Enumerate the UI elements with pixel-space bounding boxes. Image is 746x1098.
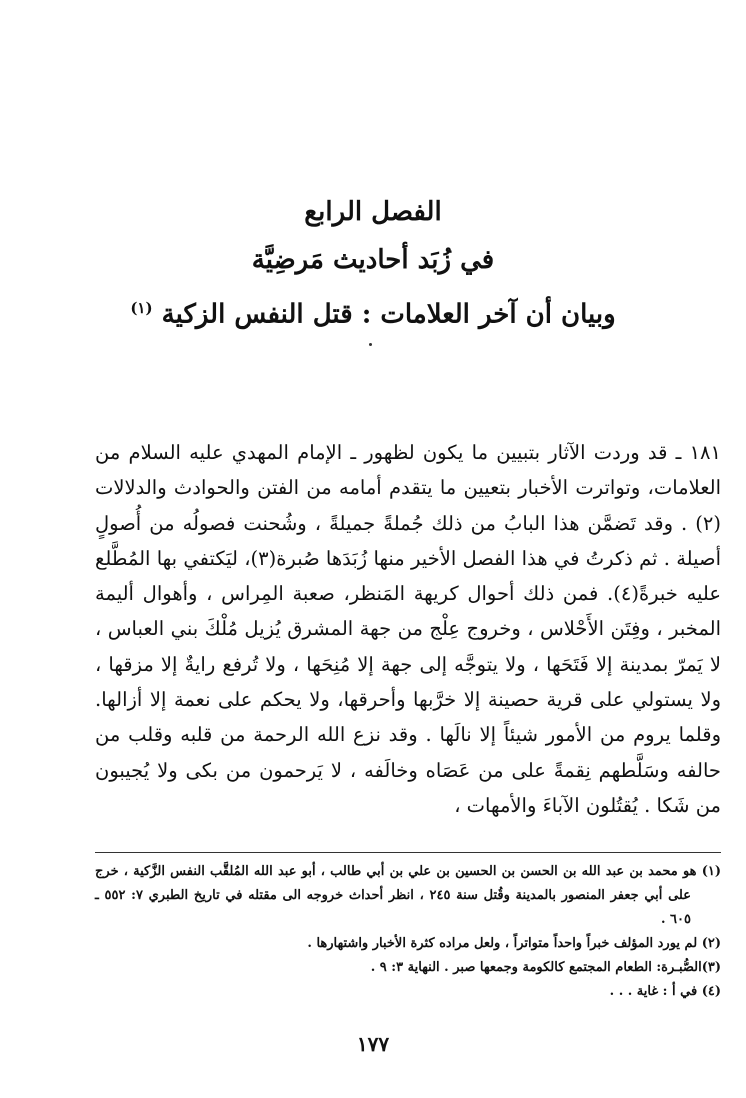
footnote-2: (٢) لم يورد المؤلف خبراً واحداً متواتراً ، ولعل مراده كثرة الأخبار واشتهارها . xyxy=(307,936,721,951)
chapter-subtitle-2 xyxy=(0,284,746,339)
main-text xyxy=(95,435,721,823)
chapter-title: الفصل الرابع xyxy=(304,197,442,227)
footnotes xyxy=(95,860,721,1004)
footnote-3: (٣)الصُّبـرة: الطعام المجتمع كالكومة وجمعها صبر . النهاية ٣: ٩ . xyxy=(370,960,721,975)
page-number: ١٧٧ xyxy=(356,1032,390,1056)
ornament-dot xyxy=(369,343,372,346)
body-paragraph xyxy=(95,435,721,823)
footnote-divider xyxy=(95,852,721,853)
footnote-4: (٤) في أ : غاية . . . xyxy=(609,984,721,999)
chapter-heading xyxy=(0,188,746,339)
footnote-1: (١) هو محمد بن عبد الله بن الحسن بن الحسين بن علي بن أبي طالب ، أبو عبد الله المُلقَّب النفس الزَّكية ، خرج على أبي جعفر المنصور بالمدينة وقُتل سنة ٢٤٥ ، انظر أحداث خروجه الى مقتله في تاريخ الطبري ٧: ٥٥٢ ـ ٦٠٥ . xyxy=(95,864,721,927)
paragraph-text: قد وردت الآثار بتبيين ما يكون لظهور ـ الإمام المهدي عليه السلام من العلامات، وتواترت الأخبار بتعيين ما يتقدم أمامه من الفتن والحوادث والدلالات (٢) . وقد تَضمَّن هذا البابُ من ذلك جُملةً جميلةً ، وشُحنت فصولُه من أُصولٍ أصيلة . ثم ذكرتُ في هذا الفصل الأخير منها زُبَدَها صُبرة(٣)، ليَكتفي بها المُطَّلع عليه خبرةً(٤). فمن ذلك أحوال كريهة المَنظر، صعبة المِراس ، وأهوال أليمة المخبر ، وفِتَن الأَحْلاس ، وخروج عِلْج من جهة المشرق يُزيل مُلْكَ بني العباس ، لا يَمرّ بمدينة إلا فَتَحَها ، ولا يتوجَّه إلى جهة إلا مُنِحَها ، ولا تُرفع رايةٌ إلا مزقها ، ولا يستولي على قرية حصينة إلا خرَّبها وأحرقها، ولا يحكم على نعمة إلا أزالها. وقلما يروم من الأمور شيئاً إلا نالَها . وقد نزع الله الرحمة من قلبه وقلب من حالفه وسَلَّطهم نِقمةً على من عَصَاه وخالَفه ، لا يَرحمون من بكى ولا يُجيبون من شَكا . يُقتُلون الآباءَ والأمهات ، xyxy=(95,441,721,817)
chapter-subtitle: في زُبَد أحاديث مَرضِيَّة xyxy=(251,245,495,275)
paragraph-number: ١٨١ ـ xyxy=(675,441,721,464)
chapter-subtitle-2-text: وبيان أن آخر العلامات : قتل النفس الزكية xyxy=(161,299,616,330)
footnote-reference: (١) xyxy=(130,299,153,317)
